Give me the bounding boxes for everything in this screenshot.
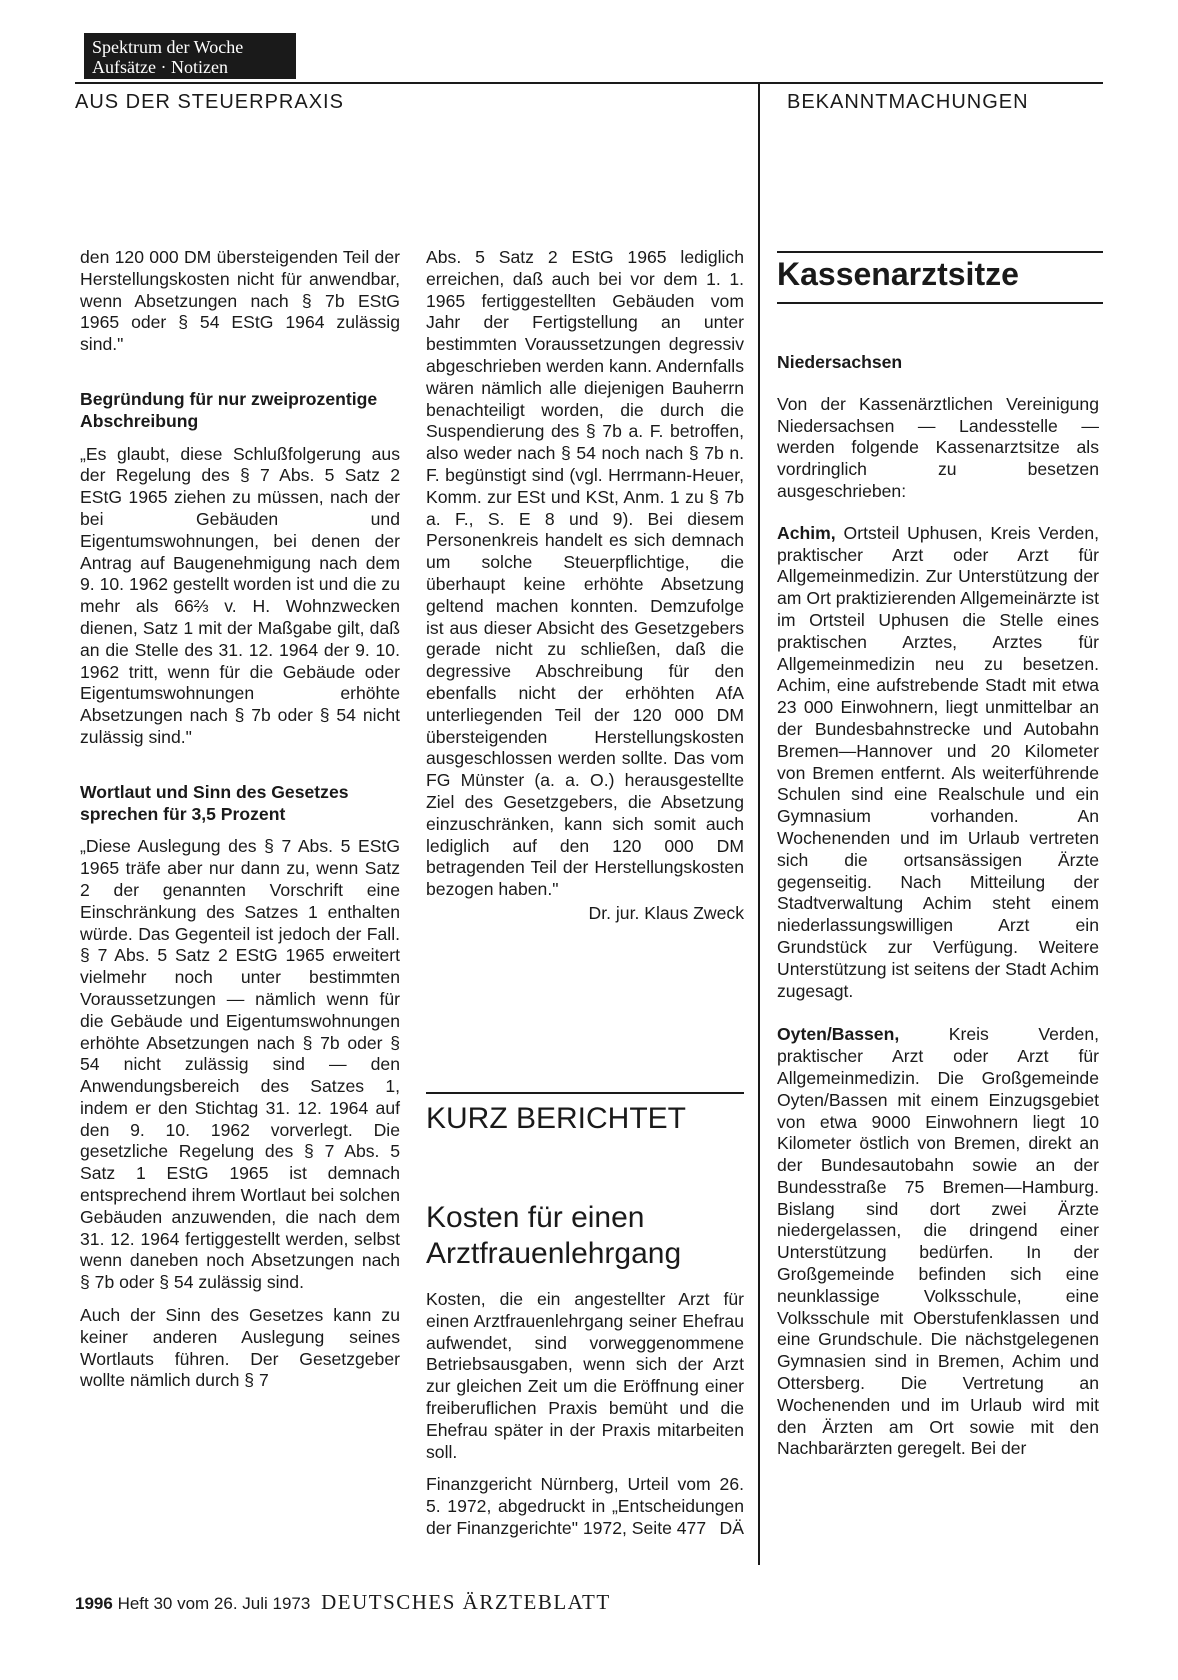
article-source-text: Finanzgericht Nürnberg, Urteil vom 26. 5. 1972, abgedruckt in „Entscheidungen der Finanzgerichte" 1972, Seite 477: [426, 1474, 744, 1538]
listing-achim-name: Achim,: [777, 522, 836, 543]
kurz-berichtet-rule: [426, 1092, 744, 1094]
listing-oyten-name: Oyten/Bassen,: [777, 1024, 900, 1045]
article-paragraph: Kosten, die ein angestellter Arzt für einen Arztfrauenlehrgang seiner Ehefrau aufwendet, sind vorweggenommene Betriebsausgaben, wenn sich der Arzt zur gleichen Zeit um die Eröffnung einer freiberuflichen Praxis bemüht und die Ehefrau später in der Praxis mitarbeiten soll.: [426, 1289, 744, 1462]
column-3: [777, 352, 1099, 1460]
col1-subheading-1: Begründung für nur zweiprozentige Abschreibung: [80, 388, 378, 431]
article-source: [426, 1474, 744, 1539]
masthead-line-2: Aufsätze · Notizen: [92, 57, 228, 77]
issue-info: Heft 30 vom 26. Juli 1973: [117, 1594, 311, 1613]
column-1: [80, 247, 400, 1392]
kassenarztsitze-top-rule: [777, 251, 1103, 253]
article-title: Kosten für einen Arztfrauenlehrgang: [426, 1201, 682, 1270]
kurz-berichtet-article: [426, 1200, 744, 1540]
col2-paragraph-1: Abs. 5 Satz 2 EStG 1965 lediglich erreichen, daß auch bei vor dem 1. 1. 1965 fertiggestellten Gebäuden vom Jahr der Fertigstellung an unter bestimmten Voraussetzungen degressiv abgeschrieben werden kann. Andernfalls wären nämlich alle diejenigen Bauherrn benachteiligt worden, die durch die Suspendierung des § 7b a. F. betroffen, also weder nach § 54 noch nach § 7b n. F. begünstigt sind (vgl. Herrmann-Heuer, Komm. zur ESt und KSt, Anm. 1 zu § 7b a. F., S. E 8 und 9). Bei diesem Personenkreis handelt es sich demnach um solche Steuerpflichtige, die überhaupt keine erhöhte Absetzung geltend machen konnten. Demzufolge ist aus dieser Absicht des Gesetzgebers gerade nicht zu schließen, daß die degressive Abschreibung für den ebenfalls nicht der erhöhten AfA unterliegenden Teil der 120 000 DM übersteigenden Herstellungskosten ausgeschlossen werden sollte. Das vom FG Münster (a. a. O.) herausgestellte Ziel des Gesetzgebers, die Absetzung einzuschränken, kann sich somit auch lediglich auf den 120 000 DM betragenden Teil der Herstellungskosten bezogen haben.": [426, 247, 744, 900]
col1-paragraph-2: „Es glaubt, diese Schlußfolgerung aus der Regelung des § 7 Abs. 5 Satz 2 EStG 1965 ziehen zu müssen, nach der bei Gebäuden und Eigentumswohnungen, bei denen der Antrag auf Baugenehmigung nach dem 9. 10. 1962 gestellt worden ist und die zu mehr als 66⅔ v. H. Wohnzwecken dienen, Satz 1 mit der Maßgabe gilt, daß an die Stelle des 31. 12. 1964 der 9. 10. 1962 tritt, wenn für die Gebäude oder Eigentumswohnungen erhöhte Absetzungen nach § 7b oder § 54 nicht zulässig sind.": [80, 443, 400, 747]
col1-subheading-2: Wortlaut und Sinn des Gesetzes sprechen für 3,5 Prozent: [80, 781, 349, 824]
col1-paragraph-3: „Diese Auslegung des § 7 Abs. 5 EStG 1965 träfe aber nur dann zu, wenn Satz 2 der genannten Vorschrift eine Einschränkung des Satzes 1 enthalten würde. Das Gegenteil ist jedoch der Fall. § 7 Abs. 5 Satz 2 EStG 1965 erweitert vielmehr noch unter bestimmten Voraussetzungen — nämlich wenn für die Gebäude und Eigentumswohnungen erhöhte Absetzungen nach § 7b oder § 54 nicht zulässig sind — den Anwendungsbereich des Satzes 1, indem er den Stichtag 31. 12. 1964 auf den 9. 10. 1962 vorverlegt. Die gesetzliche Regelung des § 7 Abs. 5 Satz 1 EStG 1965 ist demnach entsprechend ihrem Wortlaut bei solchen Gebäuden anzuwenden, die nach dem 31. 12. 1964 fertiggestellt werden, selbst wenn daneben noch Absetzungen nach § 7b oder § 54 zulässig sind.: [80, 836, 400, 1293]
col1-paragraph-4: Auch der Sinn des Gesetzes kann zu keiner anderen Auslegung seines Wortlauts führen. Der Gesetzgeber wollte nämlich durch § 7: [80, 1305, 400, 1391]
listing-oyten-text: Kreis Verden, praktischer Arzt oder Arzt für Allgemeinmedizin. Die Großgemeinde Oyten/Bassen mit einem Einzugsgebiet von etwa 9000 Einwohnern liegt 10 Kilometer östlich von Bremen, direkt an der Bundesautobahn sowie an der Bundesstraße 75 Bremen—Hamburg. Bislang sind dort zwei Ärzte niedergelassen, die dringend einer Unterstützung bedürfen. In der Großgemeinde befinden sich eine neunklassige Volksschule, eine Volksschule mit Oberstufenklassen und eine Grundschule. Die nächstgelegenen Gymnasien sind in Bremen, Achim und Ottersberg. Die Vertretung an Wochenenden und im Urlaub wird mit den Ärzten am Ort sowie mit den Nachbarärzten geregelt. Bei der: [777, 1024, 1099, 1459]
region-heading: Niedersachsen: [777, 352, 903, 372]
listing-achim-text: Ortsteil Uphusen, Kreis Verden, praktischer Arzt oder Arzt für Allgemeinmedizin. Zur Unterstützung der am Ort praktizierenden Allgemeinärzte ist im Ortsteil Uphusen die Stelle eines praktischen Arztes, Arztes für Allgemeinmedizin neu zu besetzen. Achim, eine aufstrebende Stadt mit etwa 23 000 Einwohnern, liegt unmittelbar an der Bundesbahnstrecke und Autobahn Bremen—Hannover und 20 Kilometer von Bremen entfernt. Als weiterführende Schulen sind eine Realschule und ein Gymnasium vorhanden. An Wochenenden und im Urlaub vertreten sich die ortsansässigen Ärzte gegenseitig. Nach Mitteilung der Stadtverwaltung Achim steht einem niederlassungswilligen Arzt ein Grundstück zur Verfügung. Weitere Unterstützung ist seitens der Stadt Achim zugesagt.: [777, 522, 1099, 1001]
masthead-line-1: Spektrum der Woche: [92, 37, 244, 57]
page-number: 1996: [75, 1594, 113, 1613]
article-signature: DÄ: [719, 1517, 744, 1538]
section-head-steuerpraxis: AUS DER STEUERPRAXIS: [75, 91, 344, 113]
kassenarztsitze-bottom-rule: [777, 302, 1103, 304]
col1-paragraph-1: den 120 000 DM übersteigenden Teil der Herstellungskosten nicht für anwendbar, wenn Absetzungen nach § 7b EStG 1965 oder § 54 EStG 1964 zulässig sind.": [80, 247, 400, 355]
listing-achim: [777, 523, 1099, 1003]
column-divider: [758, 82, 760, 1565]
listing-oyten: [777, 1024, 1099, 1460]
header-rule: [75, 82, 1103, 84]
kassenarztsitze-title: Kassenarztsitze: [777, 256, 1019, 292]
page-footer: [75, 1590, 611, 1615]
kurz-berichtet-heading: KURZ BERICHTET: [426, 1102, 687, 1135]
intro-paragraph: Von der Kassenärztlichen Vereinigung Niedersachsen — Landesstelle — werden folgende Kassenarztsitze als vordringlich zu besetzen ausgeschrieben:: [777, 393, 1099, 501]
section-head-bekanntmachungen: BEKANNTMACHUNGEN: [787, 91, 1029, 113]
author-signature: Dr. jur. Klaus Zweck: [588, 902, 744, 923]
masthead: [84, 33, 296, 79]
journal-name: DEUTSCHES ÄRZTEBLATT: [321, 1590, 611, 1614]
column-2: [426, 247, 744, 925]
